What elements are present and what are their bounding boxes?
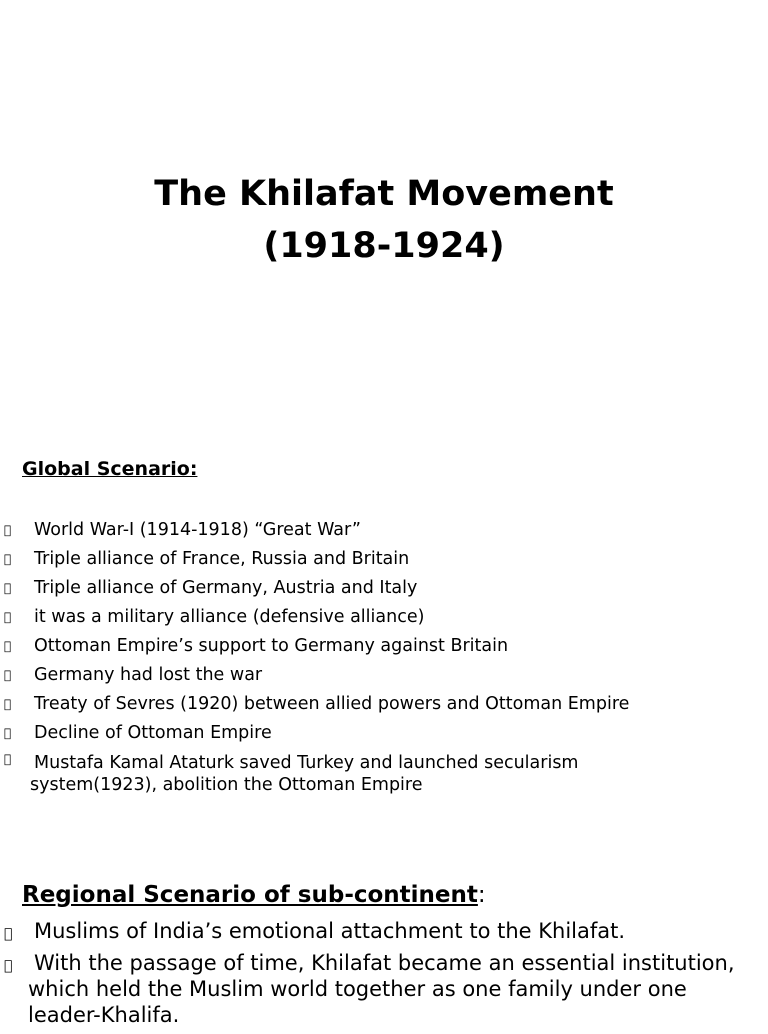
- page-title: [0, 168, 768, 272]
- bullet-icon: [4, 516, 11, 545]
- list-item: Ottoman Empire’s support to Germany against Britain: [0, 632, 629, 661]
- bullet-icon: [4, 603, 11, 632]
- bullet-icon: [4, 690, 11, 719]
- bullet-icon: [4, 661, 11, 690]
- list-item: Treaty of Sevres (1920) between allied powers and Ottoman Empire: [0, 690, 629, 719]
- global-scenario-heading: Global Scenario:: [22, 458, 198, 480]
- bullet-icon: [4, 719, 11, 748]
- list-item: it was a military alliance (defensive alliance): [0, 603, 629, 632]
- regional-scenario-heading: Regional Scenario of sub-continent:: [22, 882, 486, 908]
- global-scenario-list: [0, 516, 629, 796]
- bullet-icon: [4, 921, 12, 947]
- list-item: With the passage of time, Khilafat became an essential institution, which held the Muslim world together as one family under one leader-Khalifa.: [0, 950, 735, 1028]
- list-item: Triple alliance of France, Russia and Britain: [0, 545, 629, 574]
- list-item: Decline of Ottoman Empire: [0, 719, 629, 748]
- bullet-icon: [4, 545, 11, 574]
- bullet-icon: [4, 748, 11, 770]
- title-line-1: The Khilafat Movement: [154, 174, 614, 214]
- list-item: Germany had lost the war: [0, 661, 629, 690]
- regional-scenario-list: [0, 918, 735, 1034]
- bullet-icon: [4, 953, 12, 979]
- list-item: Mustafa Kamal Ataturk saved Turkey and launched secularism system(1923), abolition the Ottoman Empire: [0, 748, 629, 796]
- list-item: Triple alliance of Germany, Austria and Italy: [0, 574, 629, 603]
- list-item: World War-I (1914-1918) “Great War”: [0, 516, 629, 545]
- bullet-icon: [4, 632, 11, 661]
- list-item: Muslims of India’s emotional attachment to the Khilafat.: [0, 918, 735, 944]
- bullet-icon: [4, 574, 11, 603]
- title-line-2: (1918-1924): [263, 226, 505, 266]
